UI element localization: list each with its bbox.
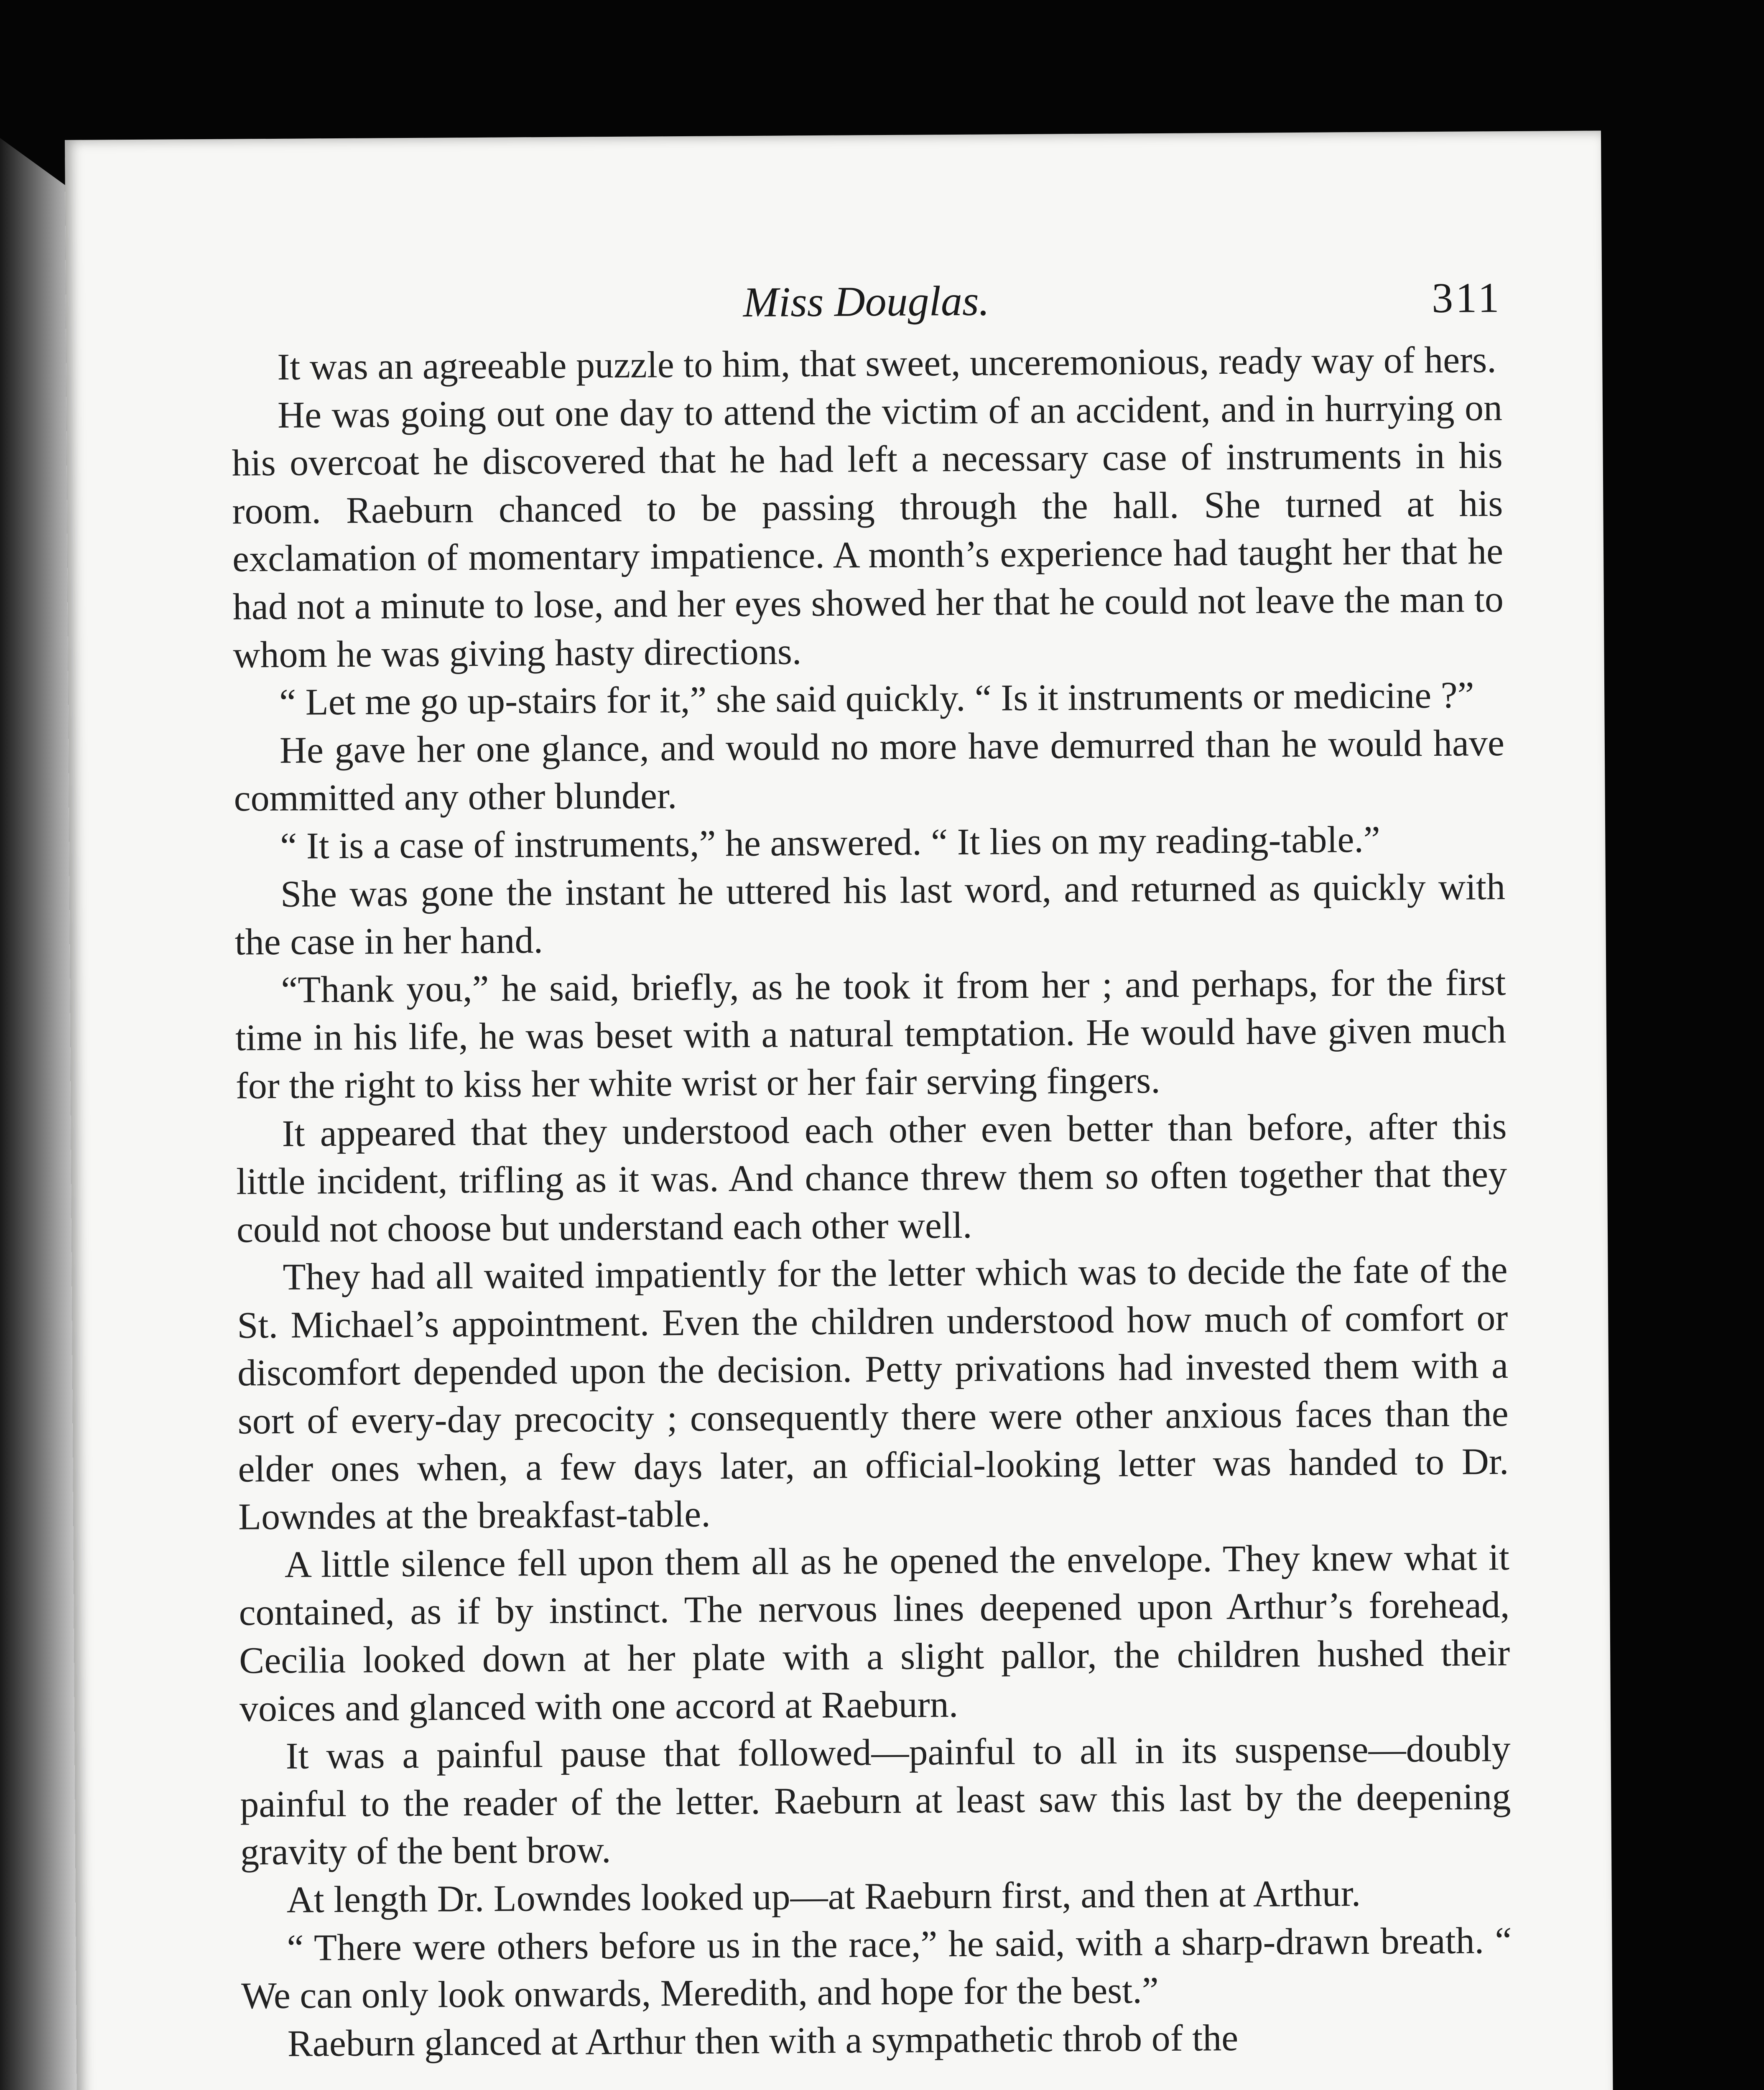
paragraph: Raeburn glanced at Arthur then with a sympathetic throb of the [287,2017,1239,2065]
paragraph: At length Dr. Lowndes looked up—at Raeburn first, and then at Arthur. [286,1873,1361,1921]
paragraph: “ Let me go up-stairs for it,” she said quickly. “ Is it instruments or medicine ?” [279,674,1474,724]
running-head [231,273,1502,340]
paragraph: It appeared that they understood each other even better than before, after this little incident, trifling as it was. And chance threw them so often together that they could not choose but understand each other well. [236,1105,1507,1251]
paragraph: It was an agreeable puzzle to him, that sweet, unceremonious, ready way of hers. [277,339,1496,388]
body-text [231,336,1512,2068]
paragraph: It was a painful pause that followed—painful to all in its suspense—doubly painful to the reader of the letter. Raeburn at least saw this last by the deepening gravity of the bent brow. [240,1728,1511,1873]
paragraph: He gave her one glance, and would no more have demurred than he would have committed any other blunder. [234,722,1505,819]
paragraph: They had all waited impatiently for the letter which was to decide the fate of the St. Michael’s appointment. Even the children understood how much of comfort or discomfort depended upon the decision. Petty privations had invested them with a sort of every-day precocity ; consequently there were other anxious faces than the elder ones when, a few days later, an official-looking letter was handed to Dr. Lowndes at the breakfast-table. [237,1249,1509,1538]
paragraph: He was going out one day to attend the victim of an accident, and in hurrying on his overcoat he discovered that he had left a necessary case of instruments in his room. Raeburn chanced to be passing through the hall. She turned at his exclamation of momentary impatience. A month’s experience had taught her that he had not a minute to lose, and her eyes showed her that he could not leave the man to whom he was giving hasty directions. [232,387,1504,676]
paragraph: She was gone the instant he uttered his last word, and returned as quickly with the case in her hand. [235,866,1506,963]
paragraph: “Thank you,” he said, briefly, as he took it from her ; and perhaps, for the first time in his life, he was beset with a natural temptation. He would have given much for the right to kiss her white wrist or her fair serving fingers. [235,961,1507,1107]
paragraph: “ There were others before us in the race,” he said, with a sharp-drawn breath. “ We can only look onwards, Meredith, and hope for the best.” [241,1919,1512,2017]
paragraph: A little silence fell upon them all as he opened the envelope. They knew what it contained, as if by instinct. The nervous lines deepened upon Arthur’s forehead, Cecilia looked down at her plate with a slight pallor, the children hushed their voices and glanced with one accord at Raeburn. [239,1536,1510,1730]
page-header-title: Miss Douglas. [743,277,990,326]
paragraph: “ It is a case of instruments,” he answered. “ It lies on my reading-table.” [280,818,1381,867]
page-number: 311 [1431,274,1502,322]
book-page [65,131,1616,2090]
